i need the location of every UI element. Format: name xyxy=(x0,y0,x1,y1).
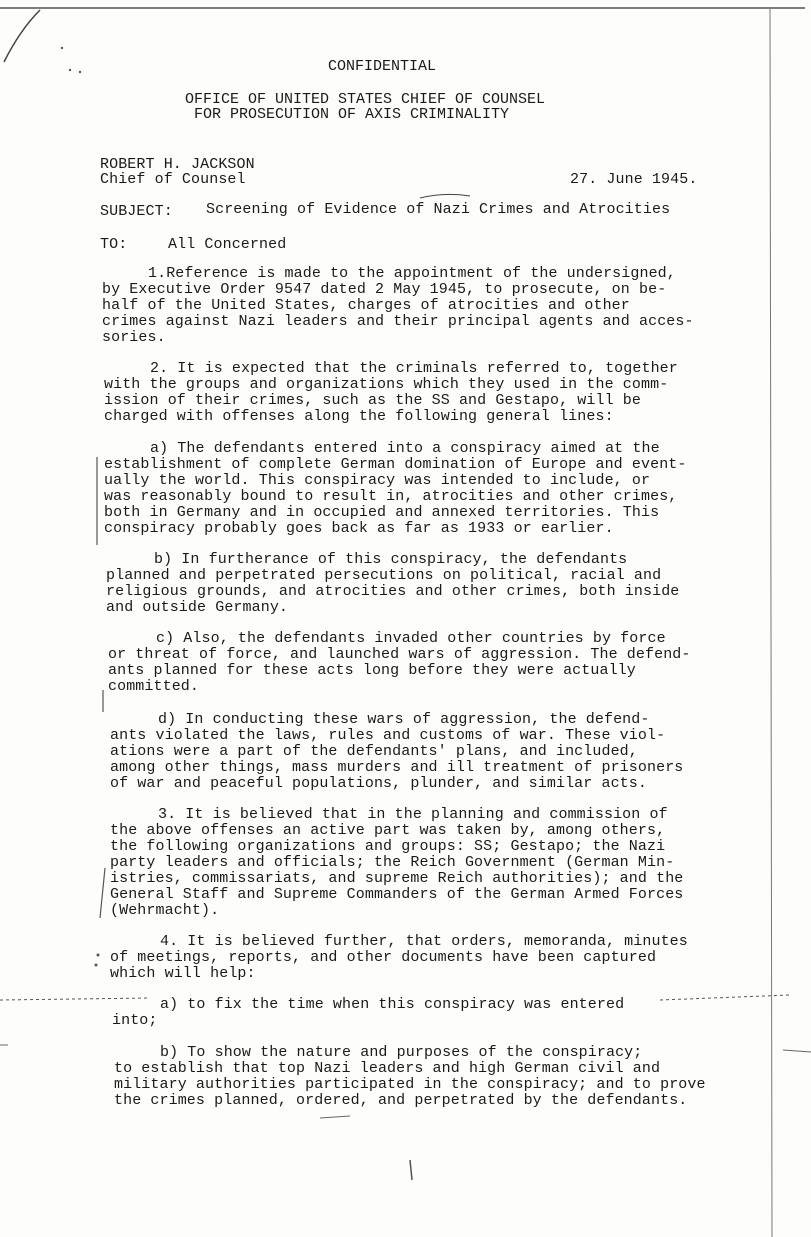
paragraph-2c-line: c) Also, the defendants invaded other countries by force xyxy=(156,630,666,647)
paragraph-2c-line: committed. xyxy=(108,678,200,695)
paragraph-4a-line: into; xyxy=(112,1012,158,1029)
paragraph-3-line: 3. It is believed that in the planning and commission of xyxy=(158,806,668,823)
paragraph-4b-line: the crimes planned, ordered, and perpetrated by the defendants. xyxy=(114,1092,688,1109)
paragraph-2a-line: ually the world. This conspiracy was intended to include, or xyxy=(104,472,651,489)
paragraph-1-line: by Executive Order 9547 dated 2 May 1945, to prosecute, on be- xyxy=(102,281,667,298)
classification-heading: CONFIDENTIAL xyxy=(328,58,437,75)
paragraph-2b-line: planned and perpetrated persecutions on political, racial and xyxy=(106,567,662,584)
paragraph-3-line: istries, commissariats, and supreme Reich authorities); and the xyxy=(110,870,684,887)
paragraph-4b-line: military authorities participated in the conspiracy; and to prove xyxy=(114,1076,706,1093)
to-text: All Concerned xyxy=(168,236,287,253)
subject-text: Screening of Evidence of Nazi Crimes and Atrocities xyxy=(206,201,671,218)
paragraph-3-line: the following organizations and groups: SS; Gestapo; the Nazi xyxy=(110,838,666,855)
paragraph-2-line: charged with offenses along the following general lines: xyxy=(104,408,614,425)
paragraph-2d-line: of war and peaceful populations, plunder, and similar acts. xyxy=(110,775,647,792)
to-label: TO: xyxy=(100,236,128,253)
paragraph-4b-line: b) To show the nature and purposes of the conspiracy; xyxy=(160,1044,643,1061)
paragraph-3-line: party leaders and officials; the Reich Government (German Min- xyxy=(110,854,675,871)
paragraph-1-line: sories. xyxy=(102,329,166,346)
paragraph-2-line: ission of their crimes, such as the SS and Gestapo, will be xyxy=(104,392,641,409)
paragraph-4-line: 4. It is believed further, that orders, memoranda, minutes xyxy=(160,933,688,950)
paragraph-4a-line: a) to fix the time when this conspiracy was entered xyxy=(160,996,625,1013)
paragraph-4-line: which will help: xyxy=(110,965,256,982)
subject-label: SUBJECT: xyxy=(100,203,173,220)
paragraph-3-line: General Staff and Supreme Commanders of the German Armed Forces xyxy=(110,886,684,903)
paragraph-2c-line: ants planned for these acts long before they were actually xyxy=(108,662,636,679)
paragraph-4-line: of meetings, reports, and other documents have been captured xyxy=(110,949,657,966)
paragraph-2a-line: was reasonably bound to result in, atrocities and other crimes, xyxy=(104,488,678,505)
paragraph-2d-line: among other things, mass murders and ill treatment of prisoners xyxy=(110,759,684,776)
paragraph-2c-line: or threat of force, and launched wars of aggression. The defend- xyxy=(108,646,691,663)
paragraph-2a-line: establishment of complete German domination of Europe and event- xyxy=(104,456,687,473)
paragraph-1-line: 1.Reference is made to the appointment of the undersigned, xyxy=(148,265,676,282)
paragraph-3-line: the above offenses an active part was taken by, among others, xyxy=(110,822,666,839)
paragraph-2a-line: conspiracy probably goes back as far as 1933 or earlier. xyxy=(104,520,614,537)
document-date: 27. June 1945. xyxy=(570,171,698,188)
paragraph-2d-line: ations were a part of the defendants' plans, and included, xyxy=(110,743,638,760)
paragraph-3-line: (Wehrmacht). xyxy=(110,902,220,919)
paragraph-2a-line: a) The defendants entered into a conspiracy aimed at the xyxy=(150,440,660,457)
paragraph-2-line: 2. It is expected that the criminals referred to, together xyxy=(150,360,678,377)
paragraph-2a-line: both in Germany and in occupied and annexed territories. This xyxy=(104,504,660,521)
paragraph-4b-line: to establish that top Nazi leaders and high German civil and xyxy=(114,1060,661,1077)
paragraph-1-line: crimes against Nazi leaders and their principal agents and acces- xyxy=(102,313,694,330)
sender-name: ROBERT H. JACKSON xyxy=(100,156,255,173)
paragraph-2d-line: ants violated the laws, rules and customs of war. These viol- xyxy=(110,727,666,744)
paragraph-2-line: with the groups and organizations which they used in the comm- xyxy=(104,376,669,393)
paragraph-2b-line: and outside Germany. xyxy=(106,599,289,616)
paragraph-2d-line: d) In conducting these wars of aggression, the defend- xyxy=(158,711,650,728)
paragraph-2b-line: religious grounds, and atrocities and other crimes, both inside xyxy=(106,583,680,600)
office-heading-line1: OFFICE OF UNITED STATES CHIEF OF COUNSEL xyxy=(185,91,546,108)
office-heading-line2: FOR PROSECUTION OF AXIS CRIMINALITY xyxy=(194,106,510,123)
paragraph-2b-line: b) In furtherance of this conspiracy, the defendants xyxy=(154,551,628,568)
sender-title: Chief of Counsel xyxy=(100,171,246,188)
paragraph-1-line: half of the United States, charges of atrocities and other xyxy=(102,297,630,314)
